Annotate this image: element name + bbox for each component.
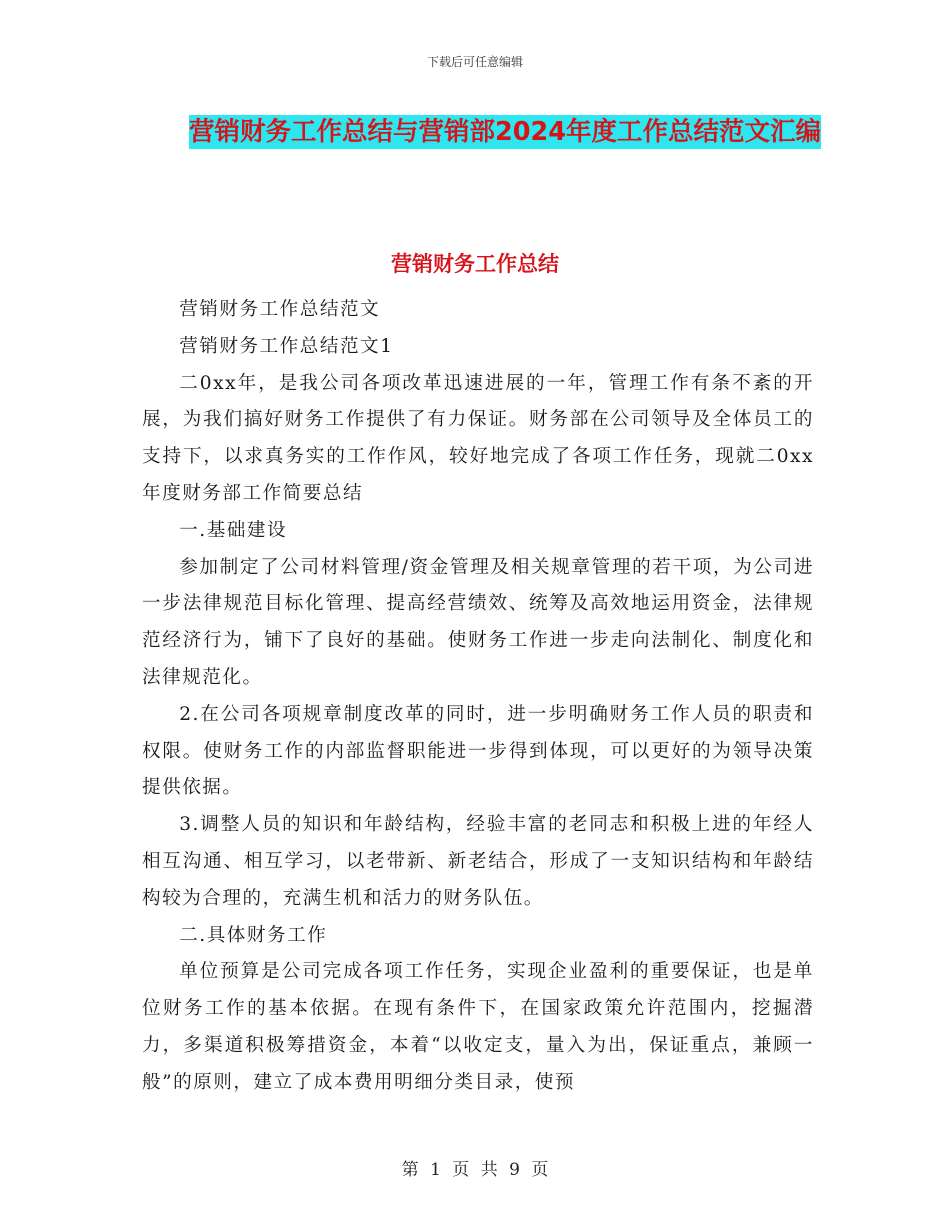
paragraph-heading-basic: 一.基础建设: [179, 519, 288, 541]
body-text: [142, 292, 814, 1102]
paragraph-heading-finance: 二.具体财务工作: [179, 924, 328, 946]
paragraph: 3.调整人员的知识和年龄结构，经验丰富的老同志和积极上进的年经人相互沟通、相互学习，以老带新、新老结合，形成了一支知识结构和年龄结构较为合理的，充满生机和活力的财务队伍。: [142, 814, 814, 909]
page-footer: 第 1 页 共 9 页: [401, 1160, 549, 1180]
paragraph: 2.在公司各项规章制度改革的同时，进一步明确财务工作人员的职责和权限。使财务工作的内部监督职能进一步得到体现，可以更好的为领导决策提供依据。: [142, 703, 814, 799]
header-note: 下载后可任意编辑: [426, 55, 523, 69]
paragraph-subtitle: 营销财务工作总结范文: [179, 299, 381, 320]
document-title: [185, 108, 825, 157]
section-title: 营销财务工作总结: [391, 252, 559, 276]
paragraph: 参加制定了公司材料管理/资金管理及相关规章管理的若干项，为公司进一步法律规范目标化管理、提高经营绩效、统筹及高效地运用资金，法律规范经济行为，铺下了良好的基础。使财务工作进一步走向法制化、制度化和法律规范化。: [142, 556, 814, 688]
paragraph-subtitle-1: 营销财务工作总结范文1: [179, 335, 394, 357]
paragraph: 二0xx年，是我公司各项改革迅速进展的一年，管理工作有条不紊的开展，为我们搞好财务工作提供了有力保证。财务部在公司领导及全体员工的支持下，以求真务实的工作作风，较好地完成了各项工作任务，现就二0xx年度财务部工作简要总结: [142, 372, 814, 504]
document-title-text: 营销财务工作总结与营销部2024年度工作总结范文汇编: [189, 117, 821, 147]
paragraph: 单位预算是公司完成各项工作任务，实现企业盈利的重要保证，也是单位财务工作的基本依据。在现有条件下，在国家政策允许范围内，挖掘潜力，多渠道积极筹措资金，本着“以收定支，量入为出，保证重点，兼顾一般”的原则，建立了成本费用明细分类目录，使预: [142, 961, 814, 1093]
